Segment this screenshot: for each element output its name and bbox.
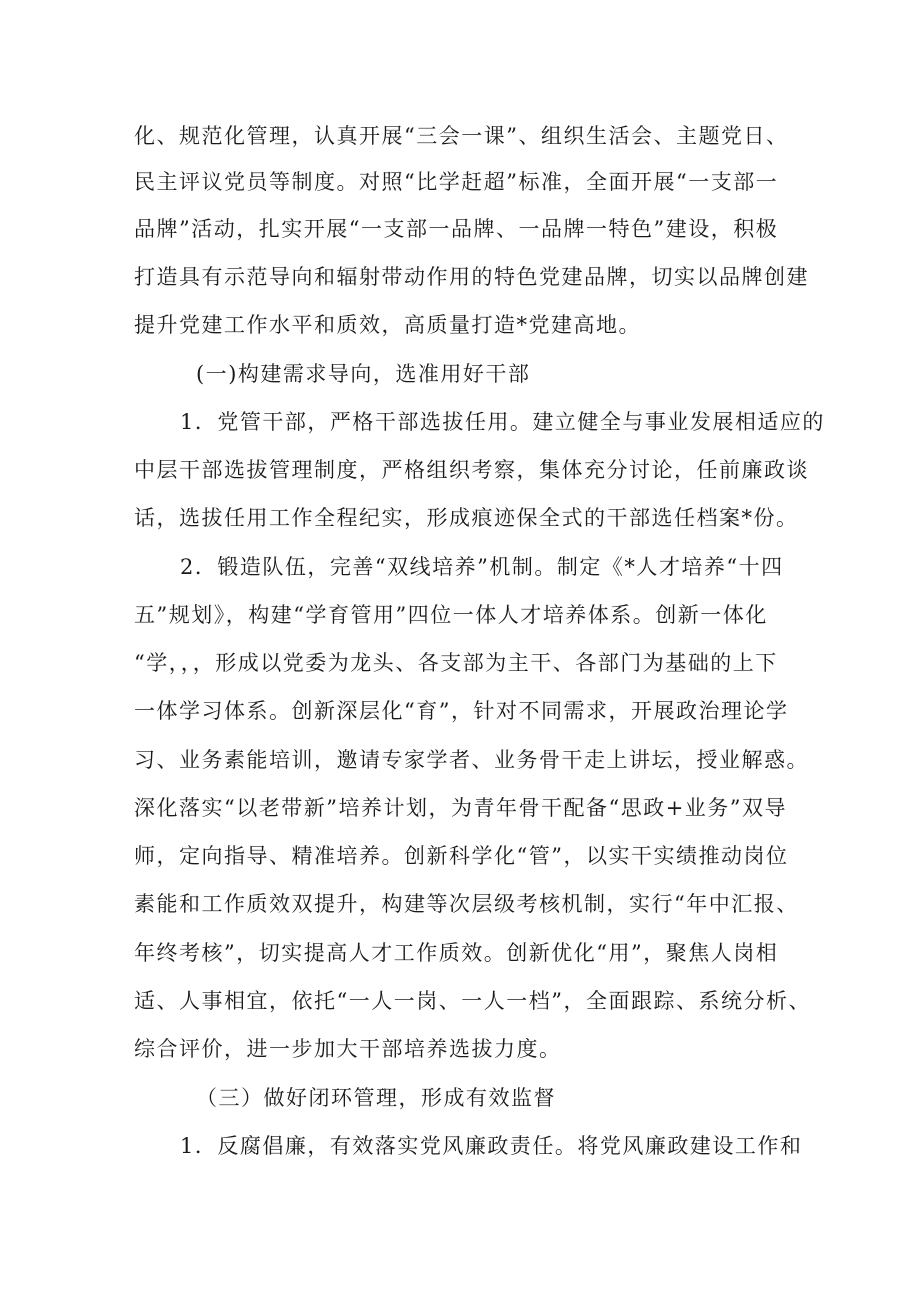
- paragraph-line: 品牌”活动，扎实开展“一支部一品牌、一品牌一特色”建设，积极: [134, 217, 779, 241]
- paragraph-line: “学，，，形成以党委为龙头、各支部为主干、各部门为基础的上下: [134, 651, 778, 675]
- paragraph-line: 一体学习体系。创新深层化“育”，针对不同需求，开展政治理论学: [134, 699, 789, 723]
- paragraph-line: 民主评议党员等制度。对照“比学赶超”标准，全面开展“一支部一: [134, 170, 779, 194]
- paragraph-line: 师，定向指导、精准培养。创新科学化“管”，以实干实绩推动岗位: [134, 844, 789, 868]
- paragraph-line: 中层干部选拔管理制度，严格组织考察，集体充分讨论，任前廉政谈: [134, 458, 809, 482]
- section-heading: （三）做好闭环管理，形成有效监督: [196, 1086, 556, 1110]
- paragraph-line: 适、人事相宜，依托“一人一岗、一人一档”，全面跟踪、系统分析、: [134, 989, 811, 1013]
- paragraph-line: 五”规划》，构建“学育管用”四位一体人才培养体系。创新一体化: [134, 603, 768, 627]
- paragraph-line: 1．反腐倡廉，有效落实党风廉政责任。将党风廉政建设工作和: [180, 1134, 803, 1158]
- paragraph-line: 化、规范化管理，认真开展“三会一课”、组织生活会、主题党日、: [134, 124, 789, 148]
- paragraph-line: 综合评价，进一步加大干部培养选拔力度。: [134, 1037, 562, 1061]
- paragraph-line: 习、业务素能培训，邀请专家学者、业务骨干走上讲坛，授业解惑。: [134, 748, 809, 772]
- section-heading: (一)构建需求导向，选准用好干部: [196, 362, 531, 386]
- paragraph-line: 素能和工作质效双提升，构建等次层级考核机制，实行“年中汇报、: [134, 892, 799, 916]
- paragraph-line: 深化落实“以老带新”培养计划，为青年骨干配备“思政+业务”双导: [134, 796, 788, 820]
- paragraph-line: 1．党管干部，严格干部选拔任用。建立健全与事业发展相适应的: [180, 410, 825, 434]
- paragraph-line: 提升党建工作水平和质效，高质量打造*党建高地。: [134, 313, 641, 337]
- paragraph-line: 打造具有示范导向和辐射带动作用的特色党建品牌，切实以品牌创建: [134, 265, 809, 289]
- paragraph-line: 年终考核”，切实提高人才工作质效。创新优化“用”，聚焦人岗相: [134, 941, 779, 965]
- paragraph-line: 2．锻造队伍，完善“双线培养”机制。制定《*人才培养“十四: [180, 555, 784, 579]
- paragraph-line: 话，选拔任用工作全程纪实，形成痕迹保全式的干部选任档案*份。: [134, 506, 799, 530]
